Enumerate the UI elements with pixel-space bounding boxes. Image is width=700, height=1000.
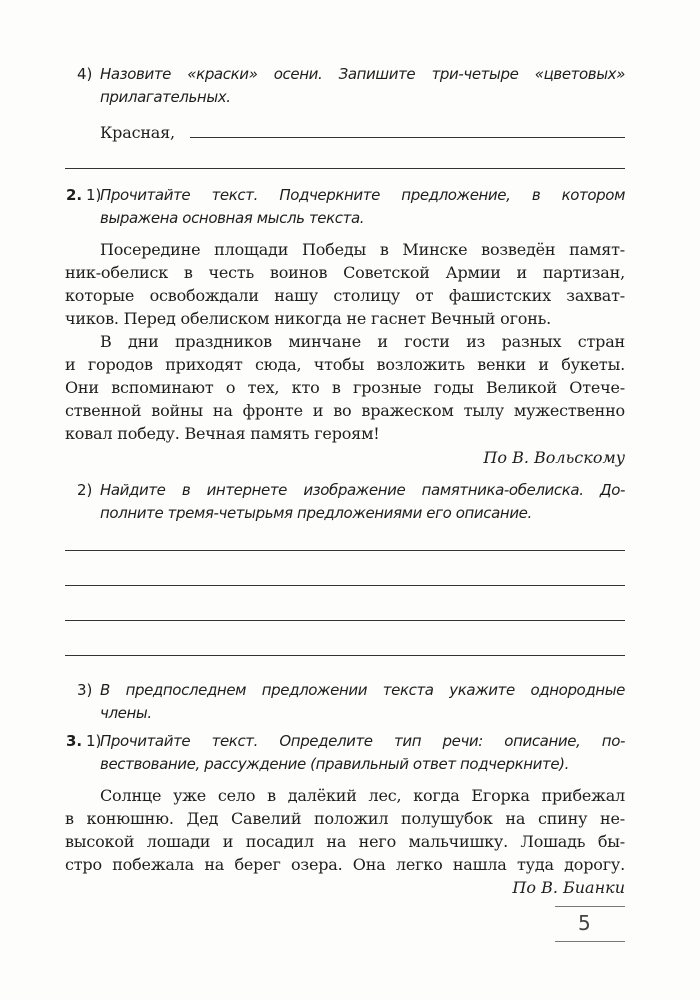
text-line: ственной войны на фронте и во вражеском тылу мужественно xyxy=(65,401,625,420)
text-line: Солнце уже село в далёкий лес, когда Егорка прибежал xyxy=(100,786,625,805)
page-number-rule xyxy=(555,906,625,907)
text-line: и городов приходят сюда, чтобы возложить венки и букеты. xyxy=(65,355,625,374)
subtask-number: 3) xyxy=(77,681,93,699)
instruction-line: Прочитайте текст. Определите тип речи: описание, по- xyxy=(100,732,625,750)
text-line: в конюшню. Дед Савелий положил полушубок на спину не- xyxy=(65,809,625,828)
instruction-line: Прочитайте текст. Подчеркните предложение, в котором xyxy=(100,186,625,204)
text-attribution: По В. Бианки xyxy=(512,878,625,897)
text-line: стро побежала на берег озера. Она легко нашла туда дорогу. xyxy=(65,855,625,874)
answer-line[interactable] xyxy=(190,137,625,138)
subtask-number: 1) xyxy=(86,186,102,204)
answer-line[interactable] xyxy=(65,655,625,656)
instruction-line: прилагательных. xyxy=(100,88,231,106)
task-number: 2. xyxy=(66,186,83,204)
answer-line[interactable] xyxy=(65,585,625,586)
subtask-number: 4) xyxy=(77,65,93,83)
answer-line[interactable] xyxy=(65,168,625,169)
text-line: ковал победу. Вечная память героям! xyxy=(65,424,380,443)
instruction-line: вествование, рассуждение (правильный ответ подчеркните). xyxy=(100,755,569,773)
subtask-number: 2) xyxy=(77,481,93,499)
answer-line[interactable] xyxy=(65,550,625,551)
instruction-line: члены. xyxy=(100,704,152,722)
task-number: 3. xyxy=(66,732,83,750)
page-number: 5 xyxy=(578,911,591,935)
subtask-number: 1) xyxy=(86,732,102,750)
text-line: В дни праздников минчане и гости из разных стран xyxy=(100,332,625,351)
instruction-line: Назовите «краски» осени. Запишите три-четыре «цветовых» xyxy=(100,65,625,83)
page-number-rule xyxy=(555,941,625,942)
instruction-line: Найдите в интернете изображение памятника-обелиска. До- xyxy=(100,481,625,499)
text-attribution: По В. Вольскому xyxy=(483,448,625,467)
text-line: ник-обелиск в честь воинов Советской Армии и партизан, xyxy=(65,263,625,282)
text-line: Они вспоминают о тех, кто в грозные годы Великой Отече- xyxy=(65,378,625,397)
answer-line[interactable] xyxy=(65,620,625,621)
text-line: чиков. Перед обелиском никогда не гаснет Вечный огонь. xyxy=(65,309,552,328)
answer-prefix: Красная, xyxy=(100,123,175,142)
instruction-line: полните тремя-четырьмя предложениями его описание. xyxy=(100,504,532,522)
text-line: которые освобождали нашу столицу от фашистских захват- xyxy=(65,286,625,305)
instruction-line: выражена основная мысль текста. xyxy=(100,209,365,227)
text-line: Посередине площади Победы в Минске возведён памят- xyxy=(100,240,625,259)
instruction-line: В предпоследнем предложении текста укажите однородные xyxy=(100,681,625,699)
text-line: высокой лошади и посадил на него мальчишку. Лошадь бы- xyxy=(65,832,625,851)
